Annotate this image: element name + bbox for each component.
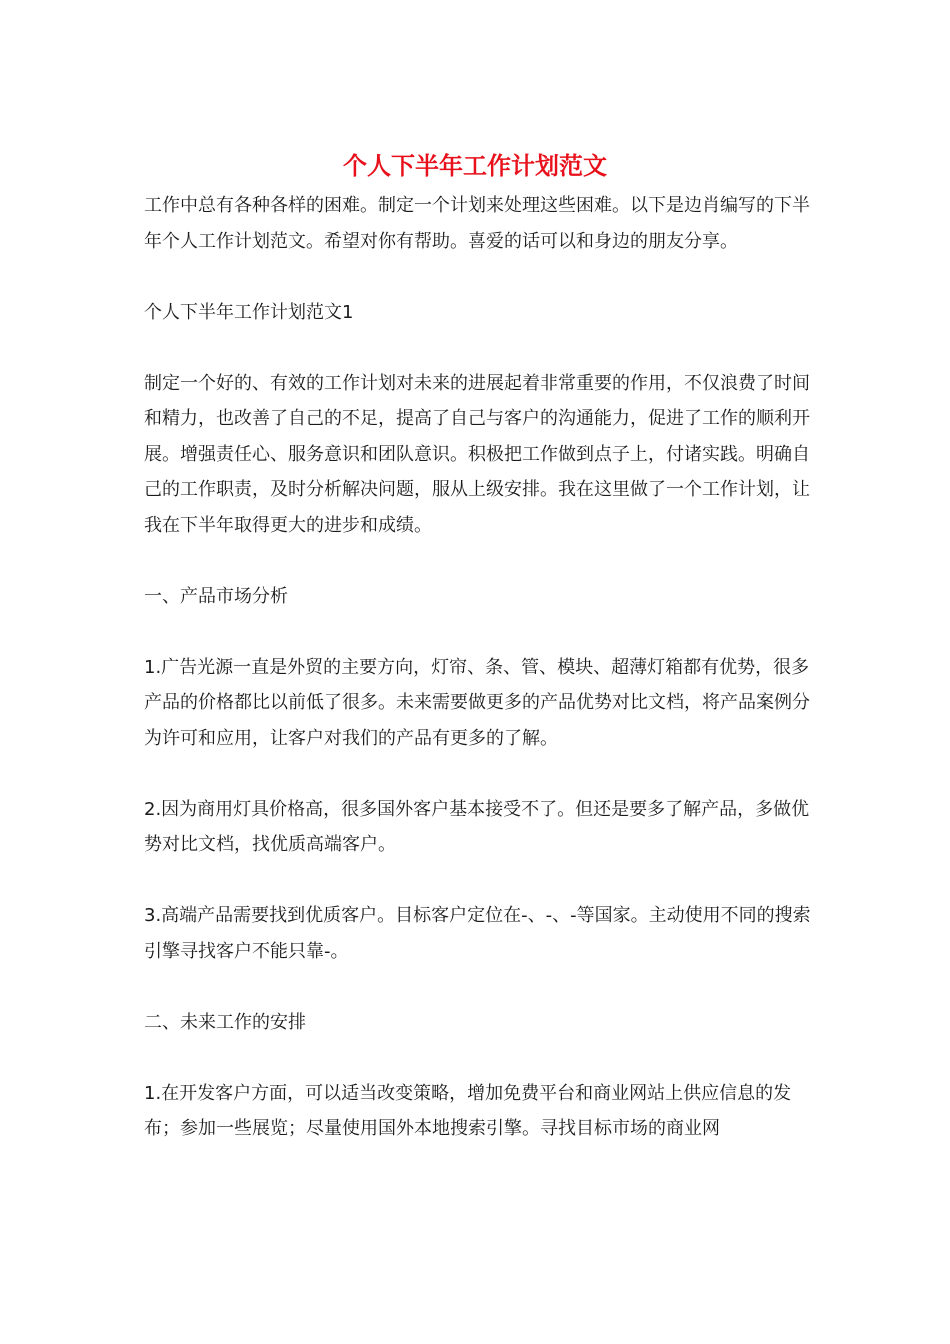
list-item-4: 1.在开发客户方面，可以适当改变策略，增加免费平台和商业网站上供应信息的发布；参加一些展览；尽量使用国外本地搜索引擎。寻找目标市场的商业网 [144,1082,792,1139]
section-heading-market-analysis: 一、产品市场分析 [144,585,288,607]
list-item-3: 3.高端产品需要找到优质客户。目标客户定位在-、-、-等国家。主动使用不同的搜索引擎寻找客户不能只靠-。 [144,905,811,962]
list-item-1: 1.广告光源一直是外贸的主要方向，灯帘、条、管、模块、超薄灯箱都有优势，很多产品的价格都比以前低了很多。未来需要做更多的产品优势对比文档，将产品案例分为许可和应用，让客户对我们的产品有更多的了解。 [144,656,810,749]
list-item-2: 2.因为商用灯具价格高，很多国外客户基本接受不了。但还是要多了解产品，多做优势对比文档，找优质高端客户。 [144,798,810,855]
document-title: 个人下半年工作计划范文 [343,151,607,180]
intro-paragraph: 工作中总有各种各样的困难。制定一个计划来处理这些困难。以下是边肖编写的下半年个人工作计划范文。希望对你有帮助。喜爱的话可以和身边的朋友分享。 [144,195,810,252]
section-heading-sample-1: 个人下半年工作计划范文1 [144,301,354,323]
body-paragraph: 制定一个好的、有效的工作计划对未来的进展起着非常重要的作用，不仅浪费了时间和精力，也改善了自己的不足，提高了自己与客户的沟通能力，促进了工作的顺利开展。增强责任心、服务意识和团队意识。积极把工作做到点子上，付诸实践。明确自己的工作职责，及时分析解决问题，服从上级安排。我在这里做了一个工作计划，让我在下半年取得更大的进步和成绩。 [144,372,810,536]
document-body [144,188,814,1147]
section-heading-future-work: 二、未来工作的安排 [144,1011,306,1033]
